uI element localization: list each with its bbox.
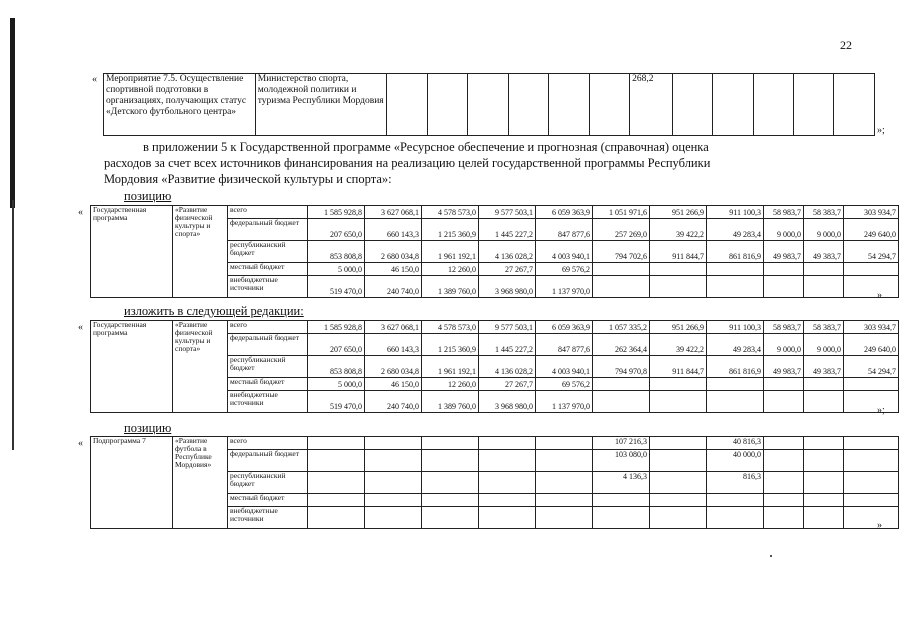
amount-cell bbox=[536, 472, 593, 494]
gp-old-table bbox=[90, 205, 899, 298]
amount-cell: 1 585 928,8 bbox=[308, 321, 365, 334]
heading-position: позицию bbox=[124, 189, 172, 203]
amount-cell: 847 877,6 bbox=[536, 334, 593, 356]
amount-cell: 207 650,0 bbox=[308, 219, 365, 241]
amount-cell bbox=[764, 507, 804, 529]
amount-cell bbox=[650, 494, 707, 507]
status-cell: Подпрограмма 7 bbox=[91, 437, 173, 529]
amount-cell bbox=[422, 437, 479, 450]
amount-cell: 3 627 068,1 bbox=[365, 321, 422, 334]
amount-cell bbox=[707, 391, 764, 413]
amount-cell: 853 808,8 bbox=[308, 241, 365, 263]
amount-cell: 303 934,7 bbox=[844, 206, 899, 219]
amount-cell: 240 740,0 bbox=[365, 276, 422, 298]
amount-cell: 1 215 360,9 bbox=[422, 334, 479, 356]
amount-cell bbox=[365, 450, 422, 472]
amount-cell bbox=[804, 391, 844, 413]
amount-cell bbox=[844, 494, 899, 507]
value-cell: 268,2 bbox=[630, 74, 672, 136]
scan-edge-mark bbox=[10, 18, 15, 208]
amount-cell: 2 680 034,8 bbox=[365, 241, 422, 263]
heading-position2: позицию bbox=[124, 421, 172, 435]
amount-cell: 249 640,0 bbox=[844, 219, 899, 241]
page-number: 22 bbox=[840, 38, 852, 52]
amount-cell bbox=[650, 450, 707, 472]
amount-cell: 39 422,2 bbox=[650, 219, 707, 241]
amount-cell: 847 877,6 bbox=[536, 219, 593, 241]
close-quote: » bbox=[877, 290, 882, 301]
amount-cell: 2 680 034,8 bbox=[365, 356, 422, 378]
amount-cell: 1 051 971,6 bbox=[593, 206, 650, 219]
amount-cell: 519 470,0 bbox=[308, 276, 365, 298]
amount-cell: 660 143,3 bbox=[365, 334, 422, 356]
status-cell: Государственная программа bbox=[91, 321, 173, 413]
amount-cell: 3 968 980,0 bbox=[479, 391, 536, 413]
amount-cell: 861 816,9 bbox=[707, 356, 764, 378]
amount-cell: 107 216,3 bbox=[593, 437, 650, 450]
amount-cell: 249 640,0 bbox=[844, 334, 899, 356]
amount-cell bbox=[365, 472, 422, 494]
amount-cell: 12 260,0 bbox=[422, 378, 479, 391]
source-cell: местный бюджет bbox=[228, 494, 308, 507]
amount-cell: 257 269,0 bbox=[593, 219, 650, 241]
amount-cell bbox=[707, 494, 764, 507]
amount-cell: 951 266,9 bbox=[650, 206, 707, 219]
amount-cell: 5 000,0 bbox=[308, 378, 365, 391]
amount-cell bbox=[804, 378, 844, 391]
amount-cell bbox=[844, 378, 899, 391]
executor-cell: Министерство спорта, молодежной политики и туризма Республики Мордовия bbox=[255, 74, 387, 136]
amount-cell: 27 267,7 bbox=[479, 263, 536, 276]
amount-cell: 58 383,7 bbox=[804, 321, 844, 334]
scan-edge-mark bbox=[12, 200, 14, 450]
amount-cell bbox=[844, 391, 899, 413]
heading-restate: изложить в следующей редакции: bbox=[124, 304, 304, 318]
amount-cell: 911 844,7 bbox=[650, 241, 707, 263]
amount-cell: 1 389 760,0 bbox=[422, 276, 479, 298]
amount-cell: 49 983,7 bbox=[764, 241, 804, 263]
amount-cell: 794 970,8 bbox=[593, 356, 650, 378]
amount-cell: 103 080,0 bbox=[593, 450, 650, 472]
amount-cell: 1 445 227,2 bbox=[479, 219, 536, 241]
amount-cell bbox=[707, 276, 764, 298]
amount-cell: 4 003 940,1 bbox=[536, 241, 593, 263]
amount-cell bbox=[707, 507, 764, 529]
close-quote: »; bbox=[877, 125, 885, 136]
amount-cell bbox=[804, 494, 844, 507]
amount-cell: 46 150,0 bbox=[365, 378, 422, 391]
amount-cell bbox=[593, 378, 650, 391]
amount-cell bbox=[593, 276, 650, 298]
amount-cell: 1 137 970,0 bbox=[536, 391, 593, 413]
amount-cell bbox=[536, 507, 593, 529]
amount-cell: 49 283,4 bbox=[707, 334, 764, 356]
amount-cell bbox=[707, 378, 764, 391]
amount-cell bbox=[308, 472, 365, 494]
amount-cell: 3 627 068,1 bbox=[365, 206, 422, 219]
amount-cell bbox=[365, 494, 422, 507]
amount-cell bbox=[804, 276, 844, 298]
source-cell: местный бюджет bbox=[228, 263, 308, 276]
amount-cell bbox=[593, 494, 650, 507]
amount-cell bbox=[650, 472, 707, 494]
amount-cell bbox=[844, 472, 899, 494]
amount-cell: 794 702,6 bbox=[593, 241, 650, 263]
amount-cell: 4 003 940,1 bbox=[536, 356, 593, 378]
amount-cell: 4 136 028,2 bbox=[479, 241, 536, 263]
amount-cell: 39 422,2 bbox=[650, 334, 707, 356]
amount-cell: 58 383,7 bbox=[804, 206, 844, 219]
open-quote: « bbox=[78, 438, 83, 449]
source-cell: всего bbox=[228, 437, 308, 450]
amount-cell: 49 383,7 bbox=[804, 356, 844, 378]
amount-cell: 6 059 363,9 bbox=[536, 206, 593, 219]
amount-cell bbox=[764, 494, 804, 507]
amount-cell bbox=[804, 263, 844, 276]
amount-cell: 1 389 760,0 bbox=[422, 391, 479, 413]
amount-cell bbox=[650, 378, 707, 391]
amount-cell: 9 577 503,1 bbox=[479, 321, 536, 334]
amount-cell: 9 000,0 bbox=[804, 219, 844, 241]
amount-cell bbox=[365, 507, 422, 529]
amount-cell: 4 136 028,2 bbox=[479, 356, 536, 378]
amount-cell bbox=[764, 437, 804, 450]
amount-cell: 207 650,0 bbox=[308, 334, 365, 356]
amount-cell bbox=[536, 494, 593, 507]
amount-cell bbox=[308, 507, 365, 529]
amount-cell: 1 137 970,0 bbox=[536, 276, 593, 298]
source-cell: внебюджетные источники bbox=[228, 276, 308, 298]
source-cell: всего bbox=[228, 206, 308, 219]
amount-cell: 9 000,0 bbox=[764, 219, 804, 241]
amount-cell: 49 383,7 bbox=[804, 241, 844, 263]
amount-cell bbox=[804, 472, 844, 494]
amount-cell bbox=[479, 472, 536, 494]
amount-cell bbox=[593, 391, 650, 413]
amount-cell bbox=[479, 494, 536, 507]
amount-cell: 58 983,7 bbox=[764, 206, 804, 219]
amount-cell bbox=[536, 437, 593, 450]
amount-cell bbox=[844, 450, 899, 472]
amount-cell: 54 294,7 bbox=[844, 241, 899, 263]
source-cell: федеральный бюджет bbox=[228, 334, 308, 356]
amount-cell bbox=[308, 494, 365, 507]
measure-table bbox=[103, 73, 875, 136]
source-cell: внебюджетные источники bbox=[228, 507, 308, 529]
amount-cell: 951 266,9 bbox=[650, 321, 707, 334]
amount-cell: 262 364,4 bbox=[593, 334, 650, 356]
amount-cell: 5 000,0 bbox=[308, 263, 365, 276]
gp-new-table bbox=[90, 320, 899, 413]
amount-cell bbox=[479, 450, 536, 472]
amount-cell bbox=[650, 276, 707, 298]
amount-cell bbox=[764, 391, 804, 413]
amount-cell bbox=[764, 276, 804, 298]
open-quote: « bbox=[78, 207, 83, 218]
source-cell: республиканский бюджет bbox=[228, 472, 308, 494]
subprogram-table bbox=[90, 436, 899, 529]
amount-cell: 49 983,7 bbox=[764, 356, 804, 378]
open-quote: « bbox=[92, 74, 97, 85]
amount-cell: 69 576,2 bbox=[536, 378, 593, 391]
amount-cell bbox=[536, 450, 593, 472]
amount-cell: 54 294,7 bbox=[844, 356, 899, 378]
amount-cell bbox=[308, 450, 365, 472]
source-cell: республиканский бюджет bbox=[228, 356, 308, 378]
amount-cell: 4 578 573,0 bbox=[422, 206, 479, 219]
amount-cell bbox=[804, 450, 844, 472]
amount-cell: 519 470,0 bbox=[308, 391, 365, 413]
amount-cell bbox=[707, 263, 764, 276]
amount-cell: 861 816,9 bbox=[707, 241, 764, 263]
amount-cell: 1 057 335,2 bbox=[593, 321, 650, 334]
source-cell: внебюджетные источники bbox=[228, 391, 308, 413]
amount-cell bbox=[844, 437, 899, 450]
close-quote: » bbox=[877, 520, 882, 531]
amount-cell: 40 000,0 bbox=[707, 450, 764, 472]
amount-cell: 69 576,2 bbox=[536, 263, 593, 276]
open-quote: « bbox=[78, 322, 83, 333]
amount-cell bbox=[844, 263, 899, 276]
amount-cell bbox=[422, 450, 479, 472]
amount-cell: 911 844,7 bbox=[650, 356, 707, 378]
amount-cell bbox=[650, 391, 707, 413]
amount-cell: 40 816,3 bbox=[707, 437, 764, 450]
amount-cell: 3 968 980,0 bbox=[479, 276, 536, 298]
amount-cell bbox=[764, 472, 804, 494]
amount-cell bbox=[593, 507, 650, 529]
amount-cell bbox=[764, 450, 804, 472]
close-quote: »; bbox=[877, 405, 885, 416]
paragraph-line: в приложении 5 к Государственной программе «Ресурсное обеспечение и прогнозная (справочная) оценка bbox=[143, 140, 709, 154]
source-cell: федеральный бюджет bbox=[228, 450, 308, 472]
amount-cell: 58 983,7 bbox=[764, 321, 804, 334]
amount-cell: 816,3 bbox=[707, 472, 764, 494]
source-cell: местный бюджет bbox=[228, 378, 308, 391]
amount-cell bbox=[650, 263, 707, 276]
amount-cell bbox=[764, 263, 804, 276]
amount-cell: 27 267,7 bbox=[479, 378, 536, 391]
program-name-cell: «Развитие физической культуры и спорта» bbox=[173, 206, 228, 298]
program-name-cell: «Развитие футбола в Республике Мордовия» bbox=[173, 437, 228, 529]
amount-cell: 49 283,4 bbox=[707, 219, 764, 241]
amount-cell: 1 961 192,1 bbox=[422, 241, 479, 263]
amount-cell bbox=[593, 263, 650, 276]
amount-cell: 911 100,3 bbox=[707, 206, 764, 219]
scan-speck bbox=[770, 555, 772, 557]
amount-cell bbox=[764, 378, 804, 391]
source-cell: федеральный бюджет bbox=[228, 219, 308, 241]
amount-cell bbox=[650, 507, 707, 529]
amount-cell: 1 961 192,1 bbox=[422, 356, 479, 378]
paragraph-line: Мордовия «Развитие физической культуры и спорта»: bbox=[104, 172, 392, 186]
amount-cell: 911 100,3 bbox=[707, 321, 764, 334]
amount-cell bbox=[479, 507, 536, 529]
event-cell: Мероприятие 7.5. Осуществление спортивной подготовки в организациях, получающих статус «Детского футбольного центра» bbox=[104, 74, 256, 136]
status-cell: Государственная программа bbox=[91, 206, 173, 298]
amount-cell: 240 740,0 bbox=[365, 391, 422, 413]
amount-cell bbox=[844, 276, 899, 298]
amount-cell bbox=[422, 472, 479, 494]
amount-cell bbox=[844, 507, 899, 529]
amount-cell: 1 445 227,2 bbox=[479, 334, 536, 356]
amount-cell: 12 260,0 bbox=[422, 263, 479, 276]
amount-cell bbox=[308, 437, 365, 450]
amount-cell: 1 585 928,8 bbox=[308, 206, 365, 219]
amount-cell: 6 059 363,9 bbox=[536, 321, 593, 334]
amount-cell: 9 000,0 bbox=[764, 334, 804, 356]
amount-cell bbox=[650, 437, 707, 450]
program-name-cell: «Развитие физической культуры и спорта» bbox=[173, 321, 228, 413]
amount-cell bbox=[804, 437, 844, 450]
amount-cell: 1 215 360,9 bbox=[422, 219, 479, 241]
amount-cell bbox=[479, 437, 536, 450]
source-cell: всего bbox=[228, 321, 308, 334]
source-cell: республиканский бюджет bbox=[228, 241, 308, 263]
amount-cell bbox=[804, 507, 844, 529]
paragraph-line: расходов за счет всех источников финансирования на реализацию целей государственной программы Республики bbox=[104, 156, 711, 170]
amount-cell bbox=[422, 494, 479, 507]
amount-cell: 660 143,3 bbox=[365, 219, 422, 241]
amount-cell: 9 000,0 bbox=[804, 334, 844, 356]
amount-cell: 4 136,3 bbox=[593, 472, 650, 494]
amount-cell: 4 578 573,0 bbox=[422, 321, 479, 334]
amount-cell: 46 150,0 bbox=[365, 263, 422, 276]
amount-cell: 303 934,7 bbox=[844, 321, 899, 334]
amount-cell bbox=[365, 437, 422, 450]
amount-cell: 9 577 503,1 bbox=[479, 206, 536, 219]
amount-cell: 853 808,8 bbox=[308, 356, 365, 378]
amount-cell bbox=[422, 507, 479, 529]
